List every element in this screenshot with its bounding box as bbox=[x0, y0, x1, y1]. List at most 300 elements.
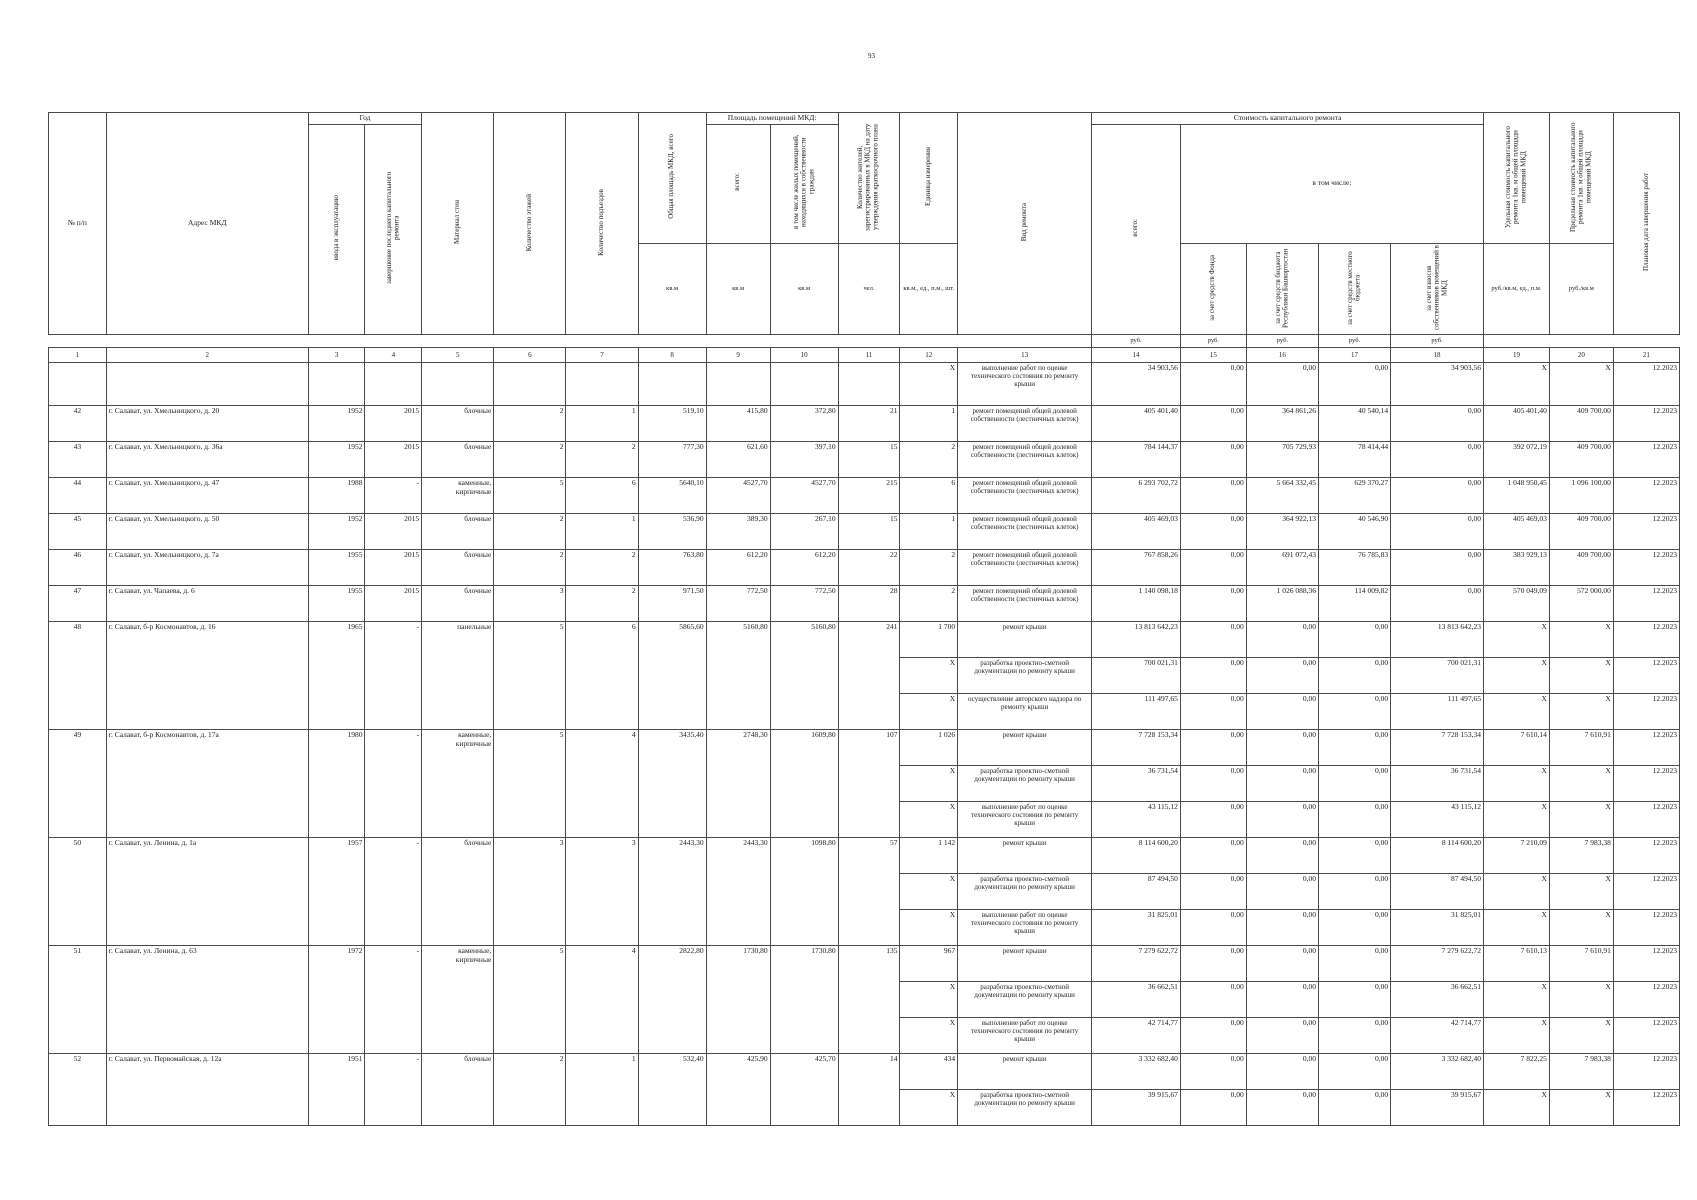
cell-res: 15 bbox=[838, 442, 900, 478]
cell-c17: 0,00 bbox=[1318, 730, 1390, 766]
col-header-premises-group: Площадь помещений МКД: bbox=[706, 113, 838, 125]
table-row bbox=[49, 1054, 1680, 1090]
cell-c20: X bbox=[1549, 766, 1613, 802]
column-number-cell: 1 bbox=[49, 348, 107, 363]
cell-work: ремонт крыши bbox=[958, 730, 1092, 766]
cell-c19: X bbox=[1483, 1090, 1549, 1126]
column-number-cell: 15 bbox=[1180, 348, 1246, 363]
cell-addr: г. Салават, ул. Хмельницкого, д. 20 bbox=[106, 406, 308, 442]
cell-u: 6 bbox=[900, 478, 958, 514]
unit-cell: руб. bbox=[1246, 335, 1318, 348]
cell-pt bbox=[706, 982, 770, 1018]
cell-c18: 7 728 153,34 bbox=[1391, 730, 1484, 766]
cell-work: ремонт помещений общей долевой собственности (лестничных клеток) bbox=[958, 586, 1092, 622]
cell-en bbox=[566, 910, 638, 946]
cell-c20: 7 983,38 bbox=[1549, 1054, 1613, 1090]
cell-u: 1 142 bbox=[900, 838, 958, 874]
cell-mat: блочные bbox=[422, 514, 494, 550]
cell-y2: - bbox=[365, 622, 422, 658]
cell-c19: 7 210,09 bbox=[1483, 838, 1549, 874]
cell-c15: 0,00 bbox=[1180, 406, 1246, 442]
cell-y2 bbox=[365, 802, 422, 838]
cell-c16: 0,00 bbox=[1246, 982, 1318, 1018]
cell-c18: 0,00 bbox=[1391, 406, 1484, 442]
cell-fl: 2 bbox=[494, 514, 566, 550]
cell-c17: 0,00 bbox=[1318, 910, 1390, 946]
cell-ta: 5640,10 bbox=[638, 478, 706, 514]
cell-ta: 2822,80 bbox=[638, 946, 706, 982]
cell-ta bbox=[638, 363, 706, 406]
cell-n: 52 bbox=[49, 1054, 107, 1090]
cell-n bbox=[49, 658, 107, 694]
cell-c14: 36 731,54 bbox=[1092, 766, 1181, 802]
cell-c21: 12.2023 bbox=[1613, 586, 1679, 622]
col-header-cost-incl: в том числе: bbox=[1180, 124, 1483, 243]
cell-u: 1 bbox=[900, 514, 958, 550]
repair-plan-table bbox=[48, 112, 1680, 1126]
cell-u: 2 bbox=[900, 586, 958, 622]
cell-c21: 12.2023 bbox=[1613, 442, 1679, 478]
cell-pt: 612,20 bbox=[706, 550, 770, 586]
cell-c19: X bbox=[1483, 1018, 1549, 1054]
col-header-cost-owners: за счет взносов собственников помещений в МКД bbox=[1391, 243, 1484, 334]
cell-c19: 383 929,13 bbox=[1483, 550, 1549, 586]
table-body bbox=[49, 363, 1680, 1126]
cell-c19: 392 072,19 bbox=[1483, 442, 1549, 478]
cell-en: 1 bbox=[566, 1054, 638, 1090]
cell-fl: 2 bbox=[494, 1054, 566, 1090]
cell-c21: 12.2023 bbox=[1613, 910, 1679, 946]
unit-cell: руб. bbox=[1391, 335, 1484, 348]
cell-res: 21 bbox=[838, 406, 900, 442]
table-row bbox=[49, 622, 1680, 658]
cell-ta: 532,40 bbox=[638, 1054, 706, 1090]
cell-c16: 0,00 bbox=[1246, 838, 1318, 874]
cell-y1: 1980 bbox=[308, 730, 365, 766]
cell-y2: - bbox=[365, 838, 422, 874]
cell-c17: 0,00 bbox=[1318, 802, 1390, 838]
cell-n bbox=[49, 910, 107, 946]
cell-en bbox=[566, 766, 638, 802]
cell-res: 107 bbox=[838, 730, 900, 766]
cell-y1: 1988 bbox=[308, 478, 365, 514]
cell-fl: 2 bbox=[494, 442, 566, 478]
cell-c15: 0,00 bbox=[1180, 478, 1246, 514]
cell-c21: 12.2023 bbox=[1613, 1018, 1679, 1054]
cell-c21: 12.2023 bbox=[1613, 766, 1679, 802]
cell-c16: 0,00 bbox=[1246, 874, 1318, 910]
cell-c14: 1 140 098,18 bbox=[1092, 586, 1181, 622]
cell-pt: 772,50 bbox=[706, 586, 770, 622]
col-header-address: Адрес МКД bbox=[106, 113, 308, 335]
cell-c19: 1 048 950,45 bbox=[1483, 478, 1549, 514]
table-row bbox=[49, 910, 1680, 946]
cell-work: ремонт крыши bbox=[958, 1054, 1092, 1090]
cell-mat bbox=[422, 1018, 494, 1054]
column-number-cell: 20 bbox=[1549, 348, 1613, 363]
cell-ta: 763,80 bbox=[638, 550, 706, 586]
cell-c16: 0,00 bbox=[1246, 802, 1318, 838]
cell-fl bbox=[494, 658, 566, 694]
table-row bbox=[49, 838, 1680, 874]
cell-addr: г. Салават, ул. Хмельницкого, д. 36а bbox=[106, 442, 308, 478]
cell-c19: X bbox=[1483, 363, 1549, 406]
cell-y2: 2015 bbox=[365, 442, 422, 478]
cell-y1: 1955 bbox=[308, 586, 365, 622]
cell-c14: 405 401,40 bbox=[1092, 406, 1181, 442]
cell-en: 3 bbox=[566, 838, 638, 874]
cell-c14: 7 728 153,34 bbox=[1092, 730, 1181, 766]
cell-c21: 12.2023 bbox=[1613, 838, 1679, 874]
cell-pr: 772,50 bbox=[770, 586, 838, 622]
cell-pr bbox=[770, 910, 838, 946]
cell-c15: 0,00 bbox=[1180, 802, 1246, 838]
cell-c16: 364 861,26 bbox=[1246, 406, 1318, 442]
cell-pt bbox=[706, 1090, 770, 1126]
cell-pt: 5160,80 bbox=[706, 622, 770, 658]
table-row bbox=[49, 363, 1680, 406]
cell-n: 47 bbox=[49, 586, 107, 622]
cell-c18: 0,00 bbox=[1391, 586, 1484, 622]
cell-u: 1 026 bbox=[900, 730, 958, 766]
cell-c21: 12.2023 bbox=[1613, 658, 1679, 694]
cell-en: 2 bbox=[566, 442, 638, 478]
cell-c19: X bbox=[1483, 910, 1549, 946]
cell-fl bbox=[494, 766, 566, 802]
cell-work: ремонт крыши bbox=[958, 622, 1092, 658]
cell-u: X bbox=[900, 874, 958, 910]
cell-y1: 1952 bbox=[308, 442, 365, 478]
cell-work: выполнение работ по оценке технического состояния по ремонту крыши bbox=[958, 802, 1092, 838]
cell-pr: 612,20 bbox=[770, 550, 838, 586]
cell-res bbox=[838, 694, 900, 730]
cell-ta bbox=[638, 694, 706, 730]
cell-c17: 40 546,90 bbox=[1318, 514, 1390, 550]
cell-addr: г. Салават, ул. Чапаева, д. 6 bbox=[106, 586, 308, 622]
cell-c15: 0,00 bbox=[1180, 550, 1246, 586]
column-number-cell: 8 bbox=[638, 348, 706, 363]
cell-u: X bbox=[900, 982, 958, 1018]
cell-en bbox=[566, 874, 638, 910]
cell-pt: 2748,30 bbox=[706, 730, 770, 766]
cell-c21: 12.2023 bbox=[1613, 1090, 1679, 1126]
cell-c19: 7 822,25 bbox=[1483, 1054, 1549, 1090]
cell-pr: 1730,80 bbox=[770, 946, 838, 982]
cell-y1 bbox=[308, 1018, 365, 1054]
cell-res: 22 bbox=[838, 550, 900, 586]
cell-u: 2 bbox=[900, 442, 958, 478]
cell-y1 bbox=[308, 874, 365, 910]
cell-c20: 409 700,00 bbox=[1549, 550, 1613, 586]
col-header-total-area: Общая площадь МКД, всего bbox=[638, 113, 706, 244]
col-header-cost-republic: за счет средств бюджета Республики Башкортостан bbox=[1246, 243, 1318, 334]
cell-en: 4 bbox=[566, 946, 638, 982]
cell-ta bbox=[638, 874, 706, 910]
cell-en: 1 bbox=[566, 406, 638, 442]
cell-c15: 0,00 bbox=[1180, 730, 1246, 766]
cell-n bbox=[49, 802, 107, 838]
cell-c15: 0,00 bbox=[1180, 363, 1246, 406]
cell-c14: 36 662,51 bbox=[1092, 982, 1181, 1018]
cell-work: осуществление авторского надзора по ремонту крыши bbox=[958, 694, 1092, 730]
column-number-cell: 21 bbox=[1613, 348, 1679, 363]
cell-res bbox=[838, 363, 900, 406]
cell-n bbox=[49, 1018, 107, 1054]
cell-work: выполнение работ по оценке технического состояния по ремонту крыши bbox=[958, 363, 1092, 406]
unit-cell: кв.м bbox=[770, 243, 838, 334]
cell-y1: 1965 bbox=[308, 622, 365, 658]
cell-ta bbox=[638, 1090, 706, 1126]
table-row bbox=[49, 550, 1680, 586]
column-number-cell: 16 bbox=[1246, 348, 1318, 363]
cell-en bbox=[566, 694, 638, 730]
cell-c18: 42 714,77 bbox=[1391, 1018, 1484, 1054]
cell-c21: 12.2023 bbox=[1613, 550, 1679, 586]
cell-mat bbox=[422, 910, 494, 946]
cell-c16: 1 026 088,36 bbox=[1246, 586, 1318, 622]
cell-c21: 12.2023 bbox=[1613, 1054, 1679, 1090]
cell-n: 50 bbox=[49, 838, 107, 874]
column-number-cell: 9 bbox=[706, 348, 770, 363]
cell-y2: 2015 bbox=[365, 550, 422, 586]
unit-cell: кв.м., ед., п.м., шт. bbox=[900, 243, 958, 334]
column-number-cell: 10 bbox=[770, 348, 838, 363]
cell-c21: 12.2023 bbox=[1613, 363, 1679, 406]
cell-pt bbox=[706, 766, 770, 802]
header-units-row-2 bbox=[49, 335, 1680, 348]
table-row bbox=[49, 982, 1680, 1018]
cell-c14: 34 903,56 bbox=[1092, 363, 1181, 406]
column-numbers-row bbox=[49, 348, 1680, 363]
column-number-cell: 18 bbox=[1391, 348, 1484, 363]
cell-work: ремонт крыши bbox=[958, 946, 1092, 982]
cell-addr: г. Салават, ул. Первомайская, д. 12а bbox=[106, 1054, 308, 1090]
cell-c16: 0,00 bbox=[1246, 363, 1318, 406]
col-header-unit: Единица измерения bbox=[900, 113, 958, 244]
cell-en bbox=[566, 1018, 638, 1054]
cell-u: X bbox=[900, 1018, 958, 1054]
cell-y1 bbox=[308, 910, 365, 946]
cell-ta bbox=[638, 658, 706, 694]
cell-n: 45 bbox=[49, 514, 107, 550]
cell-mat bbox=[422, 874, 494, 910]
cell-fl bbox=[494, 910, 566, 946]
cell-n: 49 bbox=[49, 730, 107, 766]
cell-ta: 536,90 bbox=[638, 514, 706, 550]
cell-fl: 3 bbox=[494, 838, 566, 874]
cell-res bbox=[838, 1090, 900, 1126]
cell-c14: 6 293 702,72 bbox=[1092, 478, 1181, 514]
cell-c15: 0,00 bbox=[1180, 442, 1246, 478]
unit-cell: руб./кв.м, ед., п.м. bbox=[1483, 243, 1549, 334]
cell-c18: 0,00 bbox=[1391, 514, 1484, 550]
col-header-premises-total: всего: bbox=[706, 124, 770, 243]
cell-en bbox=[566, 802, 638, 838]
cell-c21: 12.2023 bbox=[1613, 478, 1679, 514]
cell-fl: 5 bbox=[494, 478, 566, 514]
cell-c14: 111 497,65 bbox=[1092, 694, 1181, 730]
unit-cell: руб. bbox=[1318, 335, 1390, 348]
cell-c17: 0,00 bbox=[1318, 982, 1390, 1018]
cell-y1: 1957 bbox=[308, 838, 365, 874]
cell-res bbox=[838, 802, 900, 838]
cell-res bbox=[838, 910, 900, 946]
cell-mat: блочные bbox=[422, 1054, 494, 1090]
cell-mat: блочные bbox=[422, 550, 494, 586]
cell-c16: 0,00 bbox=[1246, 766, 1318, 802]
cell-c14: 8 114 600,20 bbox=[1092, 838, 1181, 874]
cell-res bbox=[838, 766, 900, 802]
cell-mat bbox=[422, 1090, 494, 1126]
cell-c15: 0,00 bbox=[1180, 910, 1246, 946]
cell-c14: 43 115,12 bbox=[1092, 802, 1181, 838]
cell-c21: 12.2023 bbox=[1613, 946, 1679, 982]
cell-pr: 1098,80 bbox=[770, 838, 838, 874]
cell-work: ремонт помещений общей долевой собственности (лестничных клеток) bbox=[958, 514, 1092, 550]
cell-c21: 12.2023 bbox=[1613, 730, 1679, 766]
cell-fl bbox=[494, 802, 566, 838]
cell-c18: 43 115,12 bbox=[1391, 802, 1484, 838]
cell-c19: 405 469,03 bbox=[1483, 514, 1549, 550]
cell-fl bbox=[494, 1090, 566, 1126]
cell-y2: - bbox=[365, 1054, 422, 1090]
unit-cell: кв.м bbox=[638, 243, 706, 334]
cell-res bbox=[838, 982, 900, 1018]
cell-en bbox=[566, 1090, 638, 1126]
column-number-cell: 4 bbox=[365, 348, 422, 363]
cell-c21: 12.2023 bbox=[1613, 802, 1679, 838]
cell-pr bbox=[770, 1018, 838, 1054]
cell-addr: г. Салават, б-р Космонавтов, д. 16 bbox=[106, 622, 308, 658]
cell-addr: г. Салават, ул. Ленина, д. 63 bbox=[106, 946, 308, 982]
cell-pt bbox=[706, 802, 770, 838]
cell-pt bbox=[706, 658, 770, 694]
cell-en: 6 bbox=[566, 478, 638, 514]
cell-c14: 39 915,67 bbox=[1092, 1090, 1181, 1126]
cell-pt: 389,30 bbox=[706, 514, 770, 550]
col-header-floors: Количество этажей bbox=[494, 113, 566, 335]
cell-c14: 700 021,31 bbox=[1092, 658, 1181, 694]
cell-work: ремонт помещений общей долевой собственности (лестничных клеток) bbox=[958, 478, 1092, 514]
table-row bbox=[49, 694, 1680, 730]
unit-cell: руб. bbox=[1092, 335, 1181, 348]
cell-c15: 0,00 bbox=[1180, 982, 1246, 1018]
table-row bbox=[49, 406, 1680, 442]
cell-addr bbox=[106, 363, 308, 406]
cell-y1 bbox=[308, 694, 365, 730]
cell-c18: 8 114 600,20 bbox=[1391, 838, 1484, 874]
cell-pr bbox=[770, 363, 838, 406]
col-header-year-last-repair: завершение последнего капитального ремонта bbox=[365, 124, 422, 334]
cell-n: 46 bbox=[49, 550, 107, 586]
cell-addr: г. Салават, ул. Хмельницкого, д. 50 bbox=[106, 514, 308, 550]
cell-mat bbox=[422, 694, 494, 730]
cell-n: 44 bbox=[49, 478, 107, 514]
cell-addr bbox=[106, 694, 308, 730]
cell-fl bbox=[494, 982, 566, 1018]
cell-n bbox=[49, 982, 107, 1018]
cell-c15: 0,00 bbox=[1180, 1018, 1246, 1054]
cell-c17: 76 785,83 bbox=[1318, 550, 1390, 586]
cell-work: ремонт помещений общей долевой собственности (лестничных клеток) bbox=[958, 550, 1092, 586]
cell-c18: 39 915,67 bbox=[1391, 1090, 1484, 1126]
cell-n: 42 bbox=[49, 406, 107, 442]
cell-u: 1 700 bbox=[900, 622, 958, 658]
cell-c20: X bbox=[1549, 1090, 1613, 1126]
cell-ta bbox=[638, 910, 706, 946]
cell-fl: 2 bbox=[494, 550, 566, 586]
cell-y2 bbox=[365, 694, 422, 730]
cell-res: 135 bbox=[838, 946, 900, 982]
cell-c20: X bbox=[1549, 802, 1613, 838]
cell-pt: 4527,70 bbox=[706, 478, 770, 514]
cell-pt bbox=[706, 363, 770, 406]
cell-pt: 415,80 bbox=[706, 406, 770, 442]
cell-c15: 0,00 bbox=[1180, 658, 1246, 694]
cell-pr bbox=[770, 874, 838, 910]
cell-pr bbox=[770, 766, 838, 802]
cell-en: 2 bbox=[566, 550, 638, 586]
cell-y1: 1972 bbox=[308, 946, 365, 982]
cell-mat bbox=[422, 802, 494, 838]
cell-res bbox=[838, 1018, 900, 1054]
cell-work: разработка проектно-сметной документации по ремонту крыши bbox=[958, 982, 1092, 1018]
column-number-cell: 6 bbox=[494, 348, 566, 363]
cell-en: 2 bbox=[566, 586, 638, 622]
cell-res: 57 bbox=[838, 838, 900, 874]
cell-ta: 2443,30 bbox=[638, 838, 706, 874]
cell-c20: X bbox=[1549, 910, 1613, 946]
cell-c19: X bbox=[1483, 766, 1549, 802]
column-number-cell: 13 bbox=[958, 348, 1092, 363]
cell-c17: 629 370,27 bbox=[1318, 478, 1390, 514]
cell-pr: 5160,80 bbox=[770, 622, 838, 658]
cell-c18: 13 813 642,23 bbox=[1391, 622, 1484, 658]
cell-ta: 519,10 bbox=[638, 406, 706, 442]
cell-y1 bbox=[308, 1090, 365, 1126]
cell-res bbox=[838, 658, 900, 694]
table-row bbox=[49, 874, 1680, 910]
cell-y2 bbox=[365, 1018, 422, 1054]
cell-pr: 267,10 bbox=[770, 514, 838, 550]
cell-c21: 12.2023 bbox=[1613, 514, 1679, 550]
cell-u: 2 bbox=[900, 550, 958, 586]
cell-c17: 0,00 bbox=[1318, 946, 1390, 982]
cell-ta: 971,50 bbox=[638, 586, 706, 622]
cell-c17: 114 009,82 bbox=[1318, 586, 1390, 622]
cell-c16: 364 922,13 bbox=[1246, 514, 1318, 550]
column-number-cell: 17 bbox=[1318, 348, 1390, 363]
cell-c17: 0,00 bbox=[1318, 363, 1390, 406]
table-row bbox=[49, 442, 1680, 478]
cell-c21: 12.2023 bbox=[1613, 982, 1679, 1018]
table-row bbox=[49, 1090, 1680, 1126]
col-header-premises-residential: в том числе жилых помещений, находящихся в собственности граждан bbox=[770, 124, 838, 243]
cell-pt bbox=[706, 874, 770, 910]
cell-c19: X bbox=[1483, 874, 1549, 910]
cell-mat: каменные, кирпичные bbox=[422, 730, 494, 766]
cell-y2: - bbox=[365, 946, 422, 982]
table-row bbox=[49, 1018, 1680, 1054]
col-header-wall-material: Материал стен bbox=[422, 113, 494, 335]
column-number-cell: 19 bbox=[1483, 348, 1549, 363]
cell-u: X bbox=[900, 694, 958, 730]
cell-u: 1 bbox=[900, 406, 958, 442]
cell-c18: 111 497,65 bbox=[1391, 694, 1484, 730]
cell-en bbox=[566, 982, 638, 1018]
cell-y2: - bbox=[365, 730, 422, 766]
cell-u: X bbox=[900, 1090, 958, 1126]
